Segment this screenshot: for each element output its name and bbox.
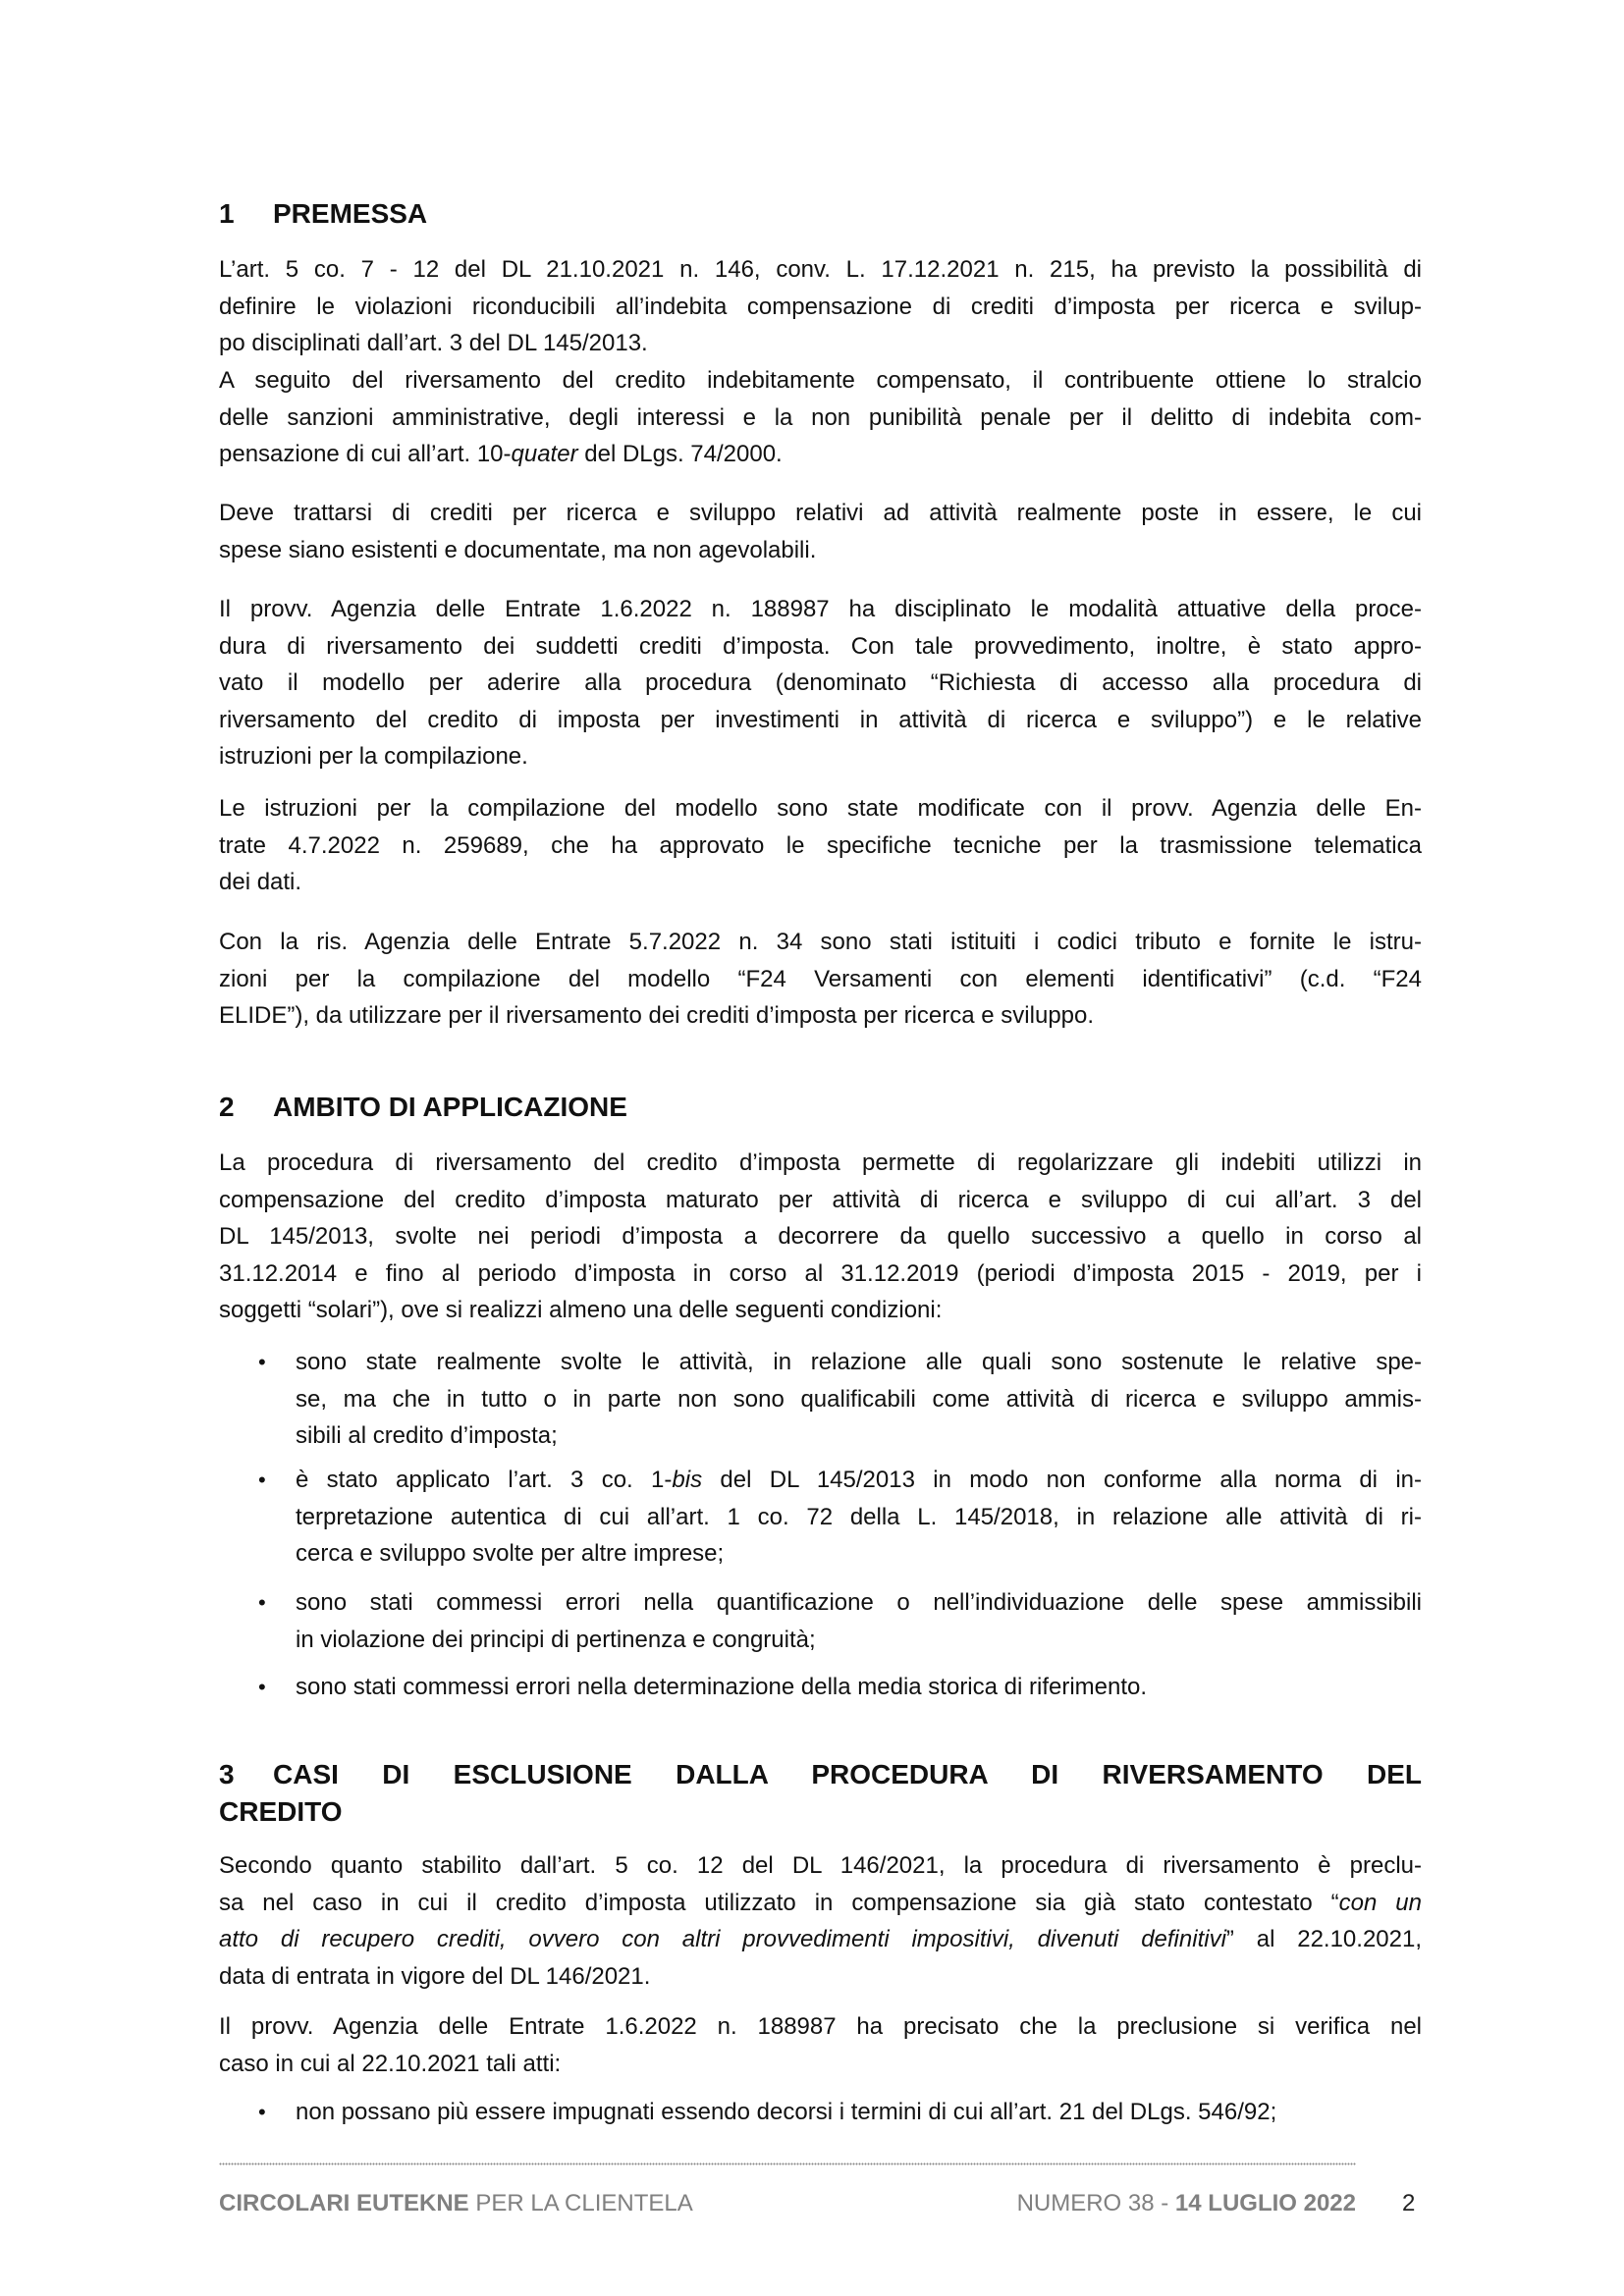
section-heading bbox=[219, 195, 1422, 233]
paragraph bbox=[219, 591, 1422, 775]
text-segment: L’art. 5 co. 7 - 12 del DL 21.10.2021 n. 146, conv. L. 17.12.2021 n. 215, ha previsto la possibilità di bbox=[219, 256, 1422, 283]
text-line bbox=[219, 251, 1422, 289]
text-segment: ” al 22.10.2021, bbox=[1225, 1926, 1423, 1953]
text-line bbox=[219, 1885, 1422, 1922]
text-line bbox=[296, 1669, 1422, 1706]
text-line bbox=[296, 1381, 1422, 1418]
bullet-item bbox=[258, 1344, 1422, 1455]
bullet-item bbox=[258, 1584, 1422, 1658]
page-number: 2 bbox=[1402, 2190, 1416, 2216]
text-segment: è stato applicato l’art. 3 co. 1- bbox=[296, 1467, 673, 1493]
text-segment: riversamento del credito di imposta per investimenti in attività di ricerca e sviluppo”) e le relative bbox=[219, 706, 1422, 733]
text-line bbox=[219, 961, 1422, 998]
text-line bbox=[296, 1535, 1422, 1573]
text-segment: Con la ris. Agenzia delle Entrate 5.7.2022 n. 34 sono stati istituiti i codici tributo e fornite le istru- bbox=[219, 929, 1422, 955]
text-line bbox=[219, 2008, 1422, 2046]
text-line bbox=[219, 702, 1422, 739]
text-line bbox=[219, 1958, 1422, 1996]
text-line bbox=[219, 591, 1422, 628]
text-line bbox=[296, 2094, 1422, 2131]
footer-issue-number: NUMERO 38 - bbox=[1016, 2190, 1175, 2216]
paragraph bbox=[219, 790, 1422, 901]
text-segment: PREMESSA bbox=[273, 198, 428, 229]
text-line bbox=[219, 325, 1422, 362]
text-line bbox=[296, 1417, 1422, 1455]
text-line bbox=[219, 924, 1422, 961]
italic-text: quater bbox=[511, 441, 578, 468]
text-segment: pensazione di cui all’art. 10- bbox=[219, 441, 512, 468]
section-number: 2 bbox=[219, 1092, 235, 1122]
text-line bbox=[219, 665, 1422, 702]
text-segment: zioni per la compilazione del modello “F24 Versamenti con elementi identificativi” (c.d. “F24 bbox=[219, 965, 1422, 992]
text-line bbox=[219, 997, 1422, 1035]
footer-brand-sub: PER LA CLIENTELA bbox=[468, 2190, 693, 2216]
bullet-item bbox=[258, 1462, 1423, 1573]
text-line bbox=[219, 195, 1422, 233]
text-segment: dei dati. bbox=[219, 869, 302, 896]
section-number: 1 bbox=[219, 198, 235, 229]
text-segment: sono state realmente svolte le attività, in relazione alle quali sono sostenute le relative spe- bbox=[296, 1349, 1422, 1375]
section-heading bbox=[219, 1089, 1422, 1126]
text-segment: del DLgs. 74/2000. bbox=[577, 441, 783, 468]
text-line bbox=[219, 828, 1422, 865]
text-segment: trate 4.7.2022 n. 259689, che ha approvato le specifiche tecniche per la trasmissione telematica bbox=[219, 831, 1422, 859]
text-segment: spese siano esistenti e documentate, ma non agevolabili. bbox=[219, 536, 817, 563]
text-segment: terpretazione autentica di cui all’art. 1 co. 72 della L. 145/2018, in relazione alle attività di ri- bbox=[296, 1503, 1422, 1530]
text-line bbox=[219, 1145, 1422, 1182]
bullet-icon: • bbox=[258, 1675, 266, 1699]
footer-divider bbox=[219, 2163, 1356, 2165]
text-line bbox=[219, 628, 1422, 666]
text-segment: vato il modello per aderire alla procedura (denominato “Richiesta di accesso alla procedura di bbox=[219, 669, 1422, 697]
paragraph bbox=[219, 495, 1422, 568]
text-line bbox=[219, 2046, 1422, 2083]
text-segment: Le istruzioni per la compilazione del modello sono state modificate con il provv. Agenzia delle En- bbox=[219, 795, 1422, 822]
text-line bbox=[296, 1344, 1422, 1381]
text-segment: AMBITO DI APPLICAZIONE bbox=[273, 1092, 627, 1122]
text-line bbox=[219, 1756, 1422, 1793]
text-line bbox=[219, 289, 1422, 326]
text-line bbox=[219, 495, 1422, 532]
text-line bbox=[296, 1499, 1422, 1536]
text-segment: sono stati commessi errori nella quantificazione o nell’individuazione delle spese ammissibili bbox=[296, 1589, 1422, 1616]
paragraph bbox=[219, 1145, 1422, 1329]
paragraph bbox=[219, 251, 1422, 362]
text-segment: Secondo quanto stabilito dall’art. 5 co. 12 del DL 146/2021, la procedura di riversamento è preclu- bbox=[219, 1852, 1422, 1879]
text-line bbox=[219, 400, 1422, 437]
bullet-item bbox=[258, 2094, 1422, 2131]
text-line bbox=[219, 864, 1422, 901]
text-segment: dura di riversamento dei suddetti crediti d’imposta. Con tale provvedimento, inoltre, è stato appro- bbox=[219, 632, 1422, 660]
section-number: 3 bbox=[219, 1759, 235, 1789]
text-line bbox=[296, 1462, 1422, 1499]
text-segment: del DL 145/2013 in modo non conforme alla norma di in- bbox=[702, 1467, 1423, 1493]
text-segment: CASI DI ESCLUSIONE DALLA PROCEDURA DI RIVERSAMENTO DEL bbox=[273, 1759, 1422, 1789]
paragraph bbox=[219, 924, 1422, 1035]
text-line bbox=[219, 1182, 1422, 1219]
text-segment: La procedura di riversamento del credito d’imposta permette di regolarizzare gli indebiti utilizzi in bbox=[219, 1149, 1422, 1176]
text-line bbox=[219, 532, 1422, 569]
text-segment: delle sanzioni amministrative, degli interessi e la non punibilità penale per il delitto di indebita com- bbox=[219, 403, 1422, 431]
bullet-icon: • bbox=[258, 2100, 266, 2124]
bullet-icon: • bbox=[258, 1350, 266, 1374]
text-line bbox=[219, 1218, 1422, 1255]
footer-date: 14 LUGLIO 2022 bbox=[1174, 2190, 1356, 2216]
text-segment: sono stati commessi errori nella determinazione della media storica di riferimento. bbox=[296, 1674, 1148, 1700]
text-segment: A seguito del riversamento del credito indebitamente compensato, il contribuente ottiene lo stralcio bbox=[219, 367, 1422, 394]
text-segment: ELIDE”), da utilizzare per il riversamento dei crediti d’imposta per ricerca e sviluppo. bbox=[219, 1002, 1095, 1030]
bullet-item bbox=[258, 1669, 1422, 1706]
text-segment: 31.12.2014 e fino al periodo d’imposta in corso al 31.12.2019 (periodi d’imposta 2015 - 2019, per i bbox=[219, 1259, 1422, 1287]
text-line bbox=[219, 1089, 1422, 1126]
footer-brand: CIRCOLARI EUTEKNE bbox=[219, 2190, 469, 2216]
text-line bbox=[219, 790, 1422, 828]
text-segment: compensazione del credito d’imposta maturato per attività di ricerca e sviluppo di cui all’art. 3 del bbox=[219, 1186, 1422, 1213]
footer-issue bbox=[982, 2189, 1356, 2218]
bullet-icon: • bbox=[258, 1590, 266, 1615]
paragraph bbox=[219, 362, 1422, 473]
text-line bbox=[219, 1292, 1422, 1329]
text-segment: DL 145/2013, svolte nei periodi d’imposta a decorrere da quello successivo a quello in corso al bbox=[219, 1223, 1422, 1251]
text-segment: se, ma che in tutto o in parte non sono qualificabili come attività di ricerca e sviluppo ammis- bbox=[296, 1385, 1422, 1413]
text-segment: soggetti “solari”), ove si realizzi almeno una delle seguenti condizioni: bbox=[219, 1297, 943, 1324]
section-heading bbox=[219, 1756, 1422, 1831]
text-segment: Il provv. Agenzia delle Entrate 1.6.2022 n. 188987 ha disciplinato le modalità attuative della proce- bbox=[219, 596, 1422, 622]
bullet-icon: • bbox=[258, 1468, 266, 1492]
text-segment: po disciplinati dall’art. 3 del DL 145/2013. bbox=[219, 330, 648, 357]
italic-text: atto di recupero crediti, ovvero con altri provvedimenti impositivi, divenuti definitivi bbox=[219, 1926, 1226, 1953]
paragraph bbox=[219, 1847, 1422, 1995]
text-segment: sa nel caso in cui il credito d’imposta utilizzato in compensazione sia già stato contestato “ bbox=[219, 1889, 1339, 1916]
text-line bbox=[219, 362, 1422, 400]
text-segment: definire le violazioni riconducibili all’indebita compensazione di crediti d’imposta per ricerca e svilup- bbox=[219, 293, 1422, 320]
text-segment: caso in cui al 22.10.2021 tali atti: bbox=[219, 2050, 562, 2077]
text-segment: Il provv. Agenzia delle Entrate 1.6.2022 n. 188987 ha precisato che la preclusione si verifica nel bbox=[219, 2013, 1422, 2040]
text-line bbox=[219, 1793, 1422, 1831]
text-segment: istruzioni per la compilazione. bbox=[219, 743, 528, 771]
text-line bbox=[219, 1847, 1422, 1885]
text-segment: sibili al credito d’imposta; bbox=[296, 1422, 558, 1450]
text-segment: data di entrata in vigore del DL 146/2021. bbox=[219, 1962, 651, 1990]
text-line bbox=[219, 436, 1422, 473]
text-segment: non possano più essere impugnati essendo decorsi i termini di cui all’art. 21 del DLgs. 546/92; bbox=[296, 2099, 1277, 2125]
text-line bbox=[296, 1622, 1422, 1659]
italic-text: bis bbox=[672, 1467, 703, 1493]
text-line bbox=[219, 1921, 1422, 1958]
text-line bbox=[219, 738, 1422, 775]
text-segment: cerca e sviluppo svolte per altre imprese; bbox=[296, 1540, 725, 1568]
text-line bbox=[219, 1255, 1422, 1293]
text-segment: Deve trattarsi di crediti per ricerca e sviluppo relativi ad attività realmente poste in essere, le cui bbox=[219, 500, 1422, 526]
paragraph bbox=[219, 2008, 1422, 2082]
footer-publication bbox=[219, 2189, 693, 2218]
text-segment: in violazione dei principi di pertinenza e congruità; bbox=[296, 1626, 816, 1653]
text-line bbox=[296, 1584, 1422, 1622]
text-segment: CREDITO bbox=[219, 1796, 343, 1827]
italic-text: con un bbox=[1338, 1889, 1422, 1916]
